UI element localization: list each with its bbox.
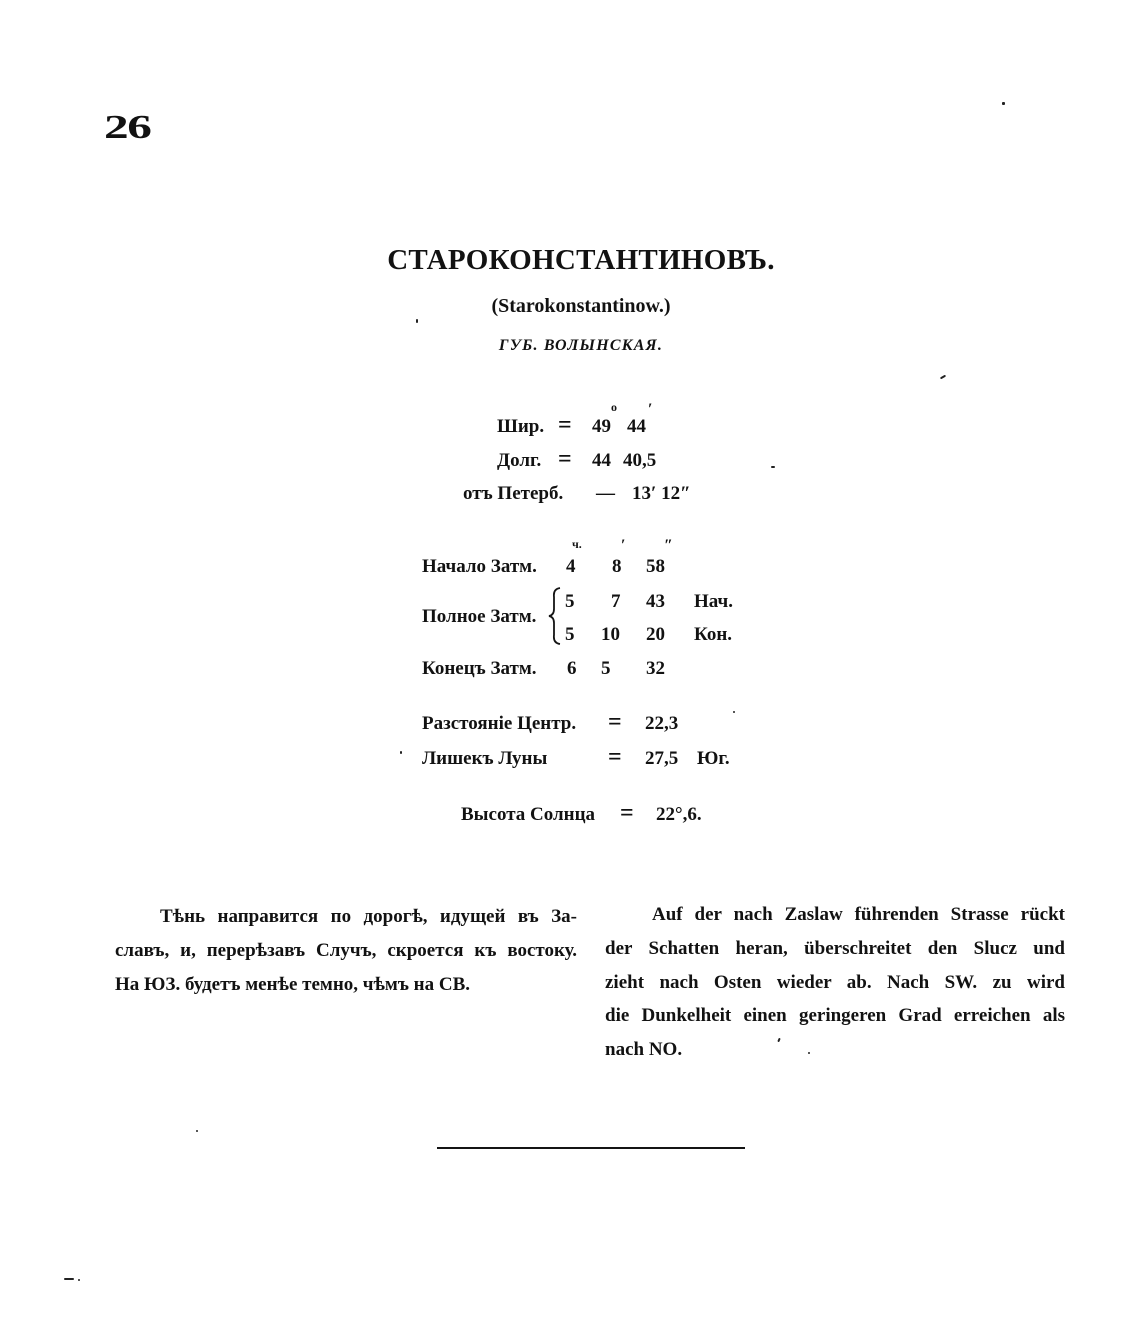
longitude-degrees: 44: [592, 450, 611, 471]
ink-speck: [64, 1278, 74, 1280]
beginning-seconds: 58: [646, 556, 665, 577]
ending-seconds: 32: [646, 658, 665, 679]
petersburg-offset-value: 13′ 12″: [632, 483, 691, 504]
longitude-sign: =: [558, 446, 572, 472]
description-russian: [115, 900, 577, 1001]
latitude-sign: =: [558, 412, 572, 438]
moon-excess-label: Лишекъ Луны: [422, 748, 548, 769]
ending-hours: 6: [567, 658, 577, 679]
moon-excess-value: 27,5: [645, 748, 679, 769]
beginning-minutes: 8: [612, 556, 622, 577]
minutes-unit-mark: ′: [621, 537, 626, 554]
central-distance-label: Разстояніе Центр.: [422, 713, 577, 734]
longitude-minutes: 40,5: [623, 450, 657, 471]
ink-speck: [1002, 102, 1005, 105]
ink-speck: [196, 1130, 198, 1132]
beginning-hours: 4: [566, 556, 576, 577]
totality-start-hours: 5: [565, 591, 575, 612]
ending-label: Конецъ Затм.: [422, 658, 537, 679]
section-divider: [437, 1147, 745, 1149]
description-russian-line: славъ, и, перерѣзавъ Случъ, скроется къ востоку.: [115, 939, 577, 961]
totality-end-hours: 5: [565, 624, 575, 645]
ink-speck: [733, 711, 735, 713]
page-title: СТАРОКОНСТАНТИНОВЪ.: [387, 244, 775, 276]
totality-brace: [546, 586, 564, 646]
totality-start-seconds: 43: [646, 591, 665, 612]
ink-speck: [808, 1052, 810, 1054]
description-russian-line: Тѣнь направится по дорогѣ, идущей въ За-: [160, 906, 577, 927]
sun-altitude-sign: =: [620, 800, 634, 826]
description-german: [605, 898, 1065, 1067]
longitude-label: Долг.: [497, 450, 542, 471]
petersburg-offset-label: отъ Петерб.: [463, 483, 564, 504]
petersburg-offset-sign: —: [596, 483, 615, 504]
ink-speck: [771, 466, 775, 468]
moon-excess-direction: Юг.: [697, 748, 730, 769]
totality-label: Полное Затм.: [422, 606, 537, 627]
description-german-line: zieht nach Osten wieder ab. Nach SW. zu wird: [605, 971, 1065, 993]
sun-altitude-value: 22°,6.: [656, 804, 702, 825]
latitude-minutes: 44: [627, 416, 646, 437]
ink-speck: [78, 1279, 80, 1281]
page-number: 26: [104, 109, 151, 146]
totality-end-seconds: 20: [646, 624, 665, 645]
moon-excess-sign: =: [608, 744, 622, 770]
central-distance-value: 22,3: [645, 713, 679, 734]
central-distance-sign: =: [608, 709, 622, 735]
hours-unit-mark: ч.: [572, 537, 582, 551]
latitude-label: Шир.: [497, 416, 545, 437]
totality-end-note: Кон.: [694, 624, 733, 645]
page-subtitle: (Starokonstantinow.): [491, 295, 671, 317]
ending-minutes: 5: [601, 658, 611, 679]
ink-speck: [416, 319, 418, 323]
seconds-unit-mark: ″: [664, 537, 673, 554]
description-german-line: nach NO.: [605, 1039, 683, 1061]
totality-end-minutes: 10: [601, 624, 620, 645]
totality-start-minutes: 7: [611, 591, 621, 612]
beginning-label: Начало Затм.: [422, 556, 537, 577]
latitude-degree-mark: o: [611, 400, 617, 414]
totality-start-note: Нач.: [694, 591, 733, 612]
latitude-minute-mark: ′: [648, 401, 653, 418]
description-german-line: die Dunkelheit einen geringeren Grad erreichen als: [605, 1005, 1065, 1027]
province-line: ГУБ. ВОЛЫНСКАЯ.: [498, 337, 664, 354]
description-german-line: Auf der nach Zaslaw führenden Strasse rückt: [652, 904, 1065, 925]
ink-speck: [940, 375, 946, 380]
ink-speck: [400, 751, 402, 754]
description-german-line: der Schatten heran, überschreitet den Slucz und: [605, 937, 1065, 959]
latitude-degrees: 49: [592, 416, 611, 437]
description-russian-line: На ЮЗ. будетъ менѣе темно, чѣмъ на СВ.: [115, 973, 471, 995]
sun-altitude-label: Высота Солнца: [461, 804, 596, 825]
